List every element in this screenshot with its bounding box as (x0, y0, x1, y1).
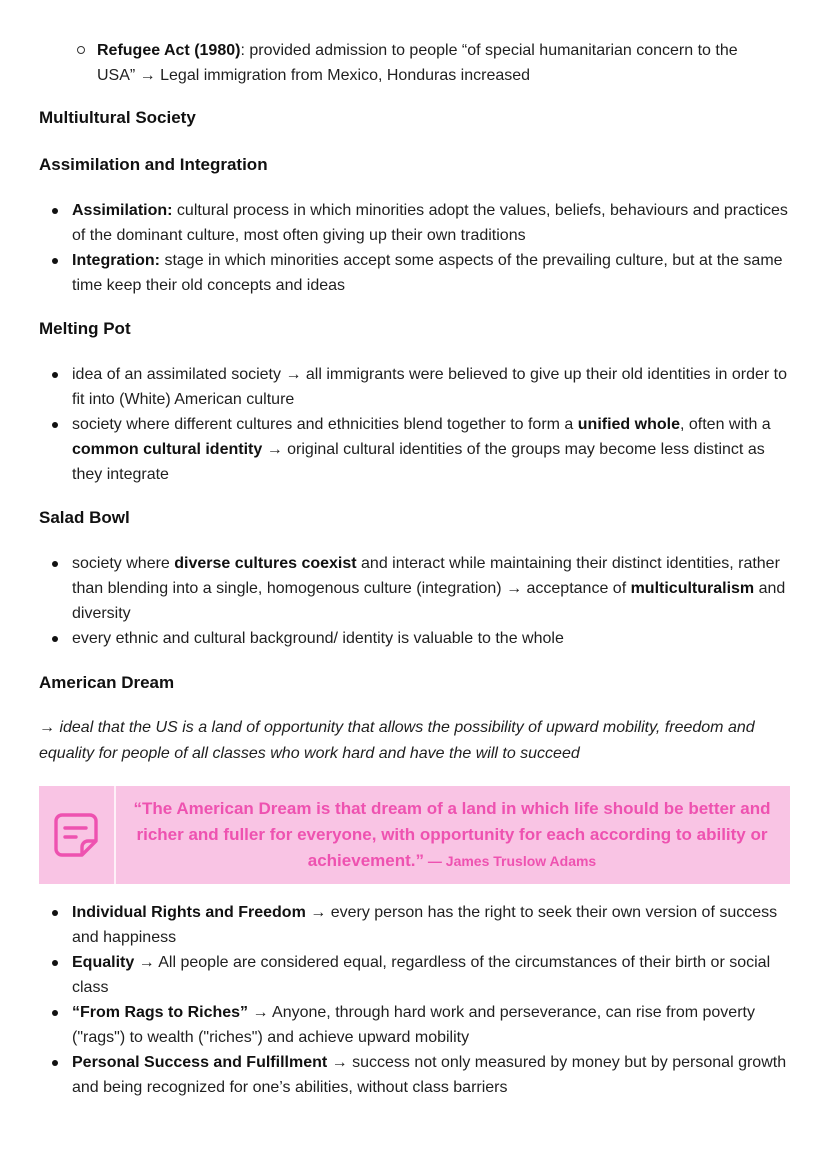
heading-salad-bowl: Salad Bowl (39, 508, 130, 527)
bullet (52, 208, 58, 214)
list-item (50, 626, 795, 651)
list-item (50, 900, 795, 950)
assimilation-list (50, 198, 795, 298)
term-equality: Equality (72, 954, 135, 971)
term-rags-to-riches: “From Rags to Riches” (72, 1004, 249, 1021)
quote-text (125, 796, 779, 874)
heading-american-dream: American Dream (39, 673, 175, 692)
heading-assimilation: Assimilation and Integration (39, 155, 268, 174)
list-item (50, 551, 795, 626)
melting-pot-item2-e: → original cultural identities of the groups may become less distinct as they integrate (72, 441, 765, 483)
equality-text: → All people are considered equal, regardless of the circumstances of their birth or social class (72, 954, 771, 996)
list-item (50, 412, 795, 487)
salad-bowl-item1-c: and interact while maintaining their distinct identities, rather than blending into a single, homogenous culture (integration) → acceptance of (72, 555, 780, 597)
term-unified-whole: unified whole (577, 416, 680, 433)
term-common-cultural-identity: common cultural identity (72, 441, 263, 458)
term-individual-rights: Individual Rights and Freedom (72, 904, 306, 921)
circle-bullet (77, 46, 85, 54)
quote-callout (39, 786, 790, 884)
american-dream-ideal: → ideal that the US is a land of opportunity that allows the possibility of upward mobility, freedom and equality for people of all classes who work hard and have the will to succeed (39, 719, 755, 762)
personal-success-text: → success not only measured by money but by personal growth and being recognized for one’s abilities, without class barriers (72, 1054, 787, 1096)
integration-definition: stage in which minorities accept some aspects of the prevailing culture, but at the same time keep their old concepts and ideas (72, 252, 783, 294)
refugee-act-term: Refugee Act (1980) (97, 42, 241, 59)
list-item (50, 248, 795, 298)
refugee-act-line1: : provided admission to people “of special humanitarian concern to the (240, 42, 738, 59)
bullet (52, 422, 58, 428)
american-dream-list (50, 900, 795, 1100)
list-item (50, 362, 795, 412)
term-diverse-cultures: diverse cultures coexist (174, 555, 357, 572)
sticky-note-icon (52, 811, 100, 859)
quote-author: — James Truslow Adams (424, 853, 597, 869)
salad-bowl-item2: every ethnic and cultural background/ identity is valuable to the whole (72, 630, 564, 647)
assimilation-definition: cultural process in which minorities adopt the values, beliefs, behaviours and practices of the dominant culture, most often giving up their own traditions (72, 202, 788, 244)
heading-multicultural: Multiultural Society (39, 108, 196, 127)
list-item (50, 950, 795, 1000)
list-item (50, 1000, 795, 1050)
term-multiculturalism: multiculturalism (630, 580, 755, 597)
quote-body: “The American Dream is that dream of a land in which life should be better and richer and fuller for everyone, with opportunity for each according to ability or achievement.” (133, 799, 771, 870)
bullet (52, 1060, 58, 1066)
list-item (77, 38, 797, 88)
salad-bowl-item1-a: society where (72, 555, 175, 572)
bullet (52, 561, 58, 567)
melting-pot-item1: idea of an assimilated society → all immigrants were believed to give up their old identities in order to fit into (White) American culture (72, 366, 788, 408)
salad-bowl-item1-e: and diversity (72, 580, 786, 622)
melting-pot-list (50, 362, 795, 487)
bullet (52, 258, 58, 264)
list-item (50, 1050, 795, 1100)
term-integration: Integration: (72, 252, 160, 269)
bullet (52, 910, 58, 916)
quote-divider (114, 786, 116, 884)
heading-melting-pot: Melting Pot (39, 319, 131, 338)
bullet (52, 1010, 58, 1016)
salad-bowl-list (50, 551, 795, 651)
refugee-sub-list (77, 38, 797, 88)
bullet (52, 636, 58, 642)
melting-pot-item2-c: , often with a (679, 416, 771, 433)
melting-pot-item2-a: society where different cultures and ethnicities blend together to form a (72, 416, 578, 433)
term-assimilation: Assimilation: (72, 202, 173, 219)
list-item (50, 198, 795, 248)
individual-rights-text: → every person has the right to seek their own version of success and happiness (72, 904, 778, 946)
bullet (52, 960, 58, 966)
quote-icon-cell (39, 786, 114, 884)
rags-to-riches-text: → Anyone, through hard work and perseverance, can rise from poverty ("rags") to wealth ("riches") and achieve upward mobility (72, 1004, 755, 1046)
bullet (52, 372, 58, 378)
term-personal-success: Personal Success and Fulfillment (72, 1054, 328, 1071)
refugee-act-line2: USA” → Legal immigration from Mexico, Honduras increased (97, 67, 531, 84)
